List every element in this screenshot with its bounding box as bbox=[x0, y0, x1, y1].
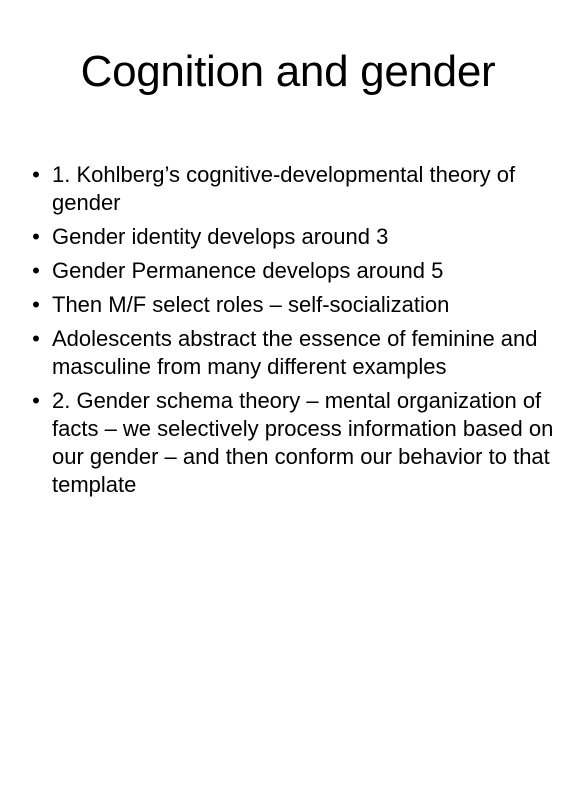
bullet-item bbox=[32, 223, 572, 251]
bullet-item bbox=[32, 291, 572, 319]
bullet-item bbox=[32, 161, 572, 217]
bullet-dot-icon: • bbox=[32, 326, 40, 351]
bullet-list bbox=[32, 161, 572, 505]
bullet-dot-icon: • bbox=[32, 162, 40, 187]
bullet-item bbox=[32, 387, 572, 499]
bullet-text: Adolescents abstract the essence of feminine and masculine from many different examples bbox=[52, 326, 538, 379]
slide-title: Cognition and gender bbox=[80, 47, 496, 96]
bullet-text: 2. Gender schema theory – mental organization of facts – we selectively process information based on our gender – and then conform our behavior to that template bbox=[52, 388, 554, 497]
bullet-text: Then M/F select roles – self-socialization bbox=[52, 292, 450, 317]
bullet-text: Gender identity develops around 3 bbox=[52, 224, 389, 249]
bullet-text: Gender Permanence develops around 5 bbox=[52, 258, 444, 283]
bullet-dot-icon: • bbox=[32, 224, 40, 249]
bullet-item bbox=[32, 325, 572, 381]
bullet-dot-icon: • bbox=[32, 292, 40, 317]
bullet-item bbox=[32, 257, 572, 285]
bullet-text: 1. Kohlberg’s cognitive-developmental theory of gender bbox=[52, 162, 516, 215]
bullet-dot-icon: • bbox=[32, 258, 40, 283]
bullet-dot-icon: • bbox=[32, 388, 40, 413]
